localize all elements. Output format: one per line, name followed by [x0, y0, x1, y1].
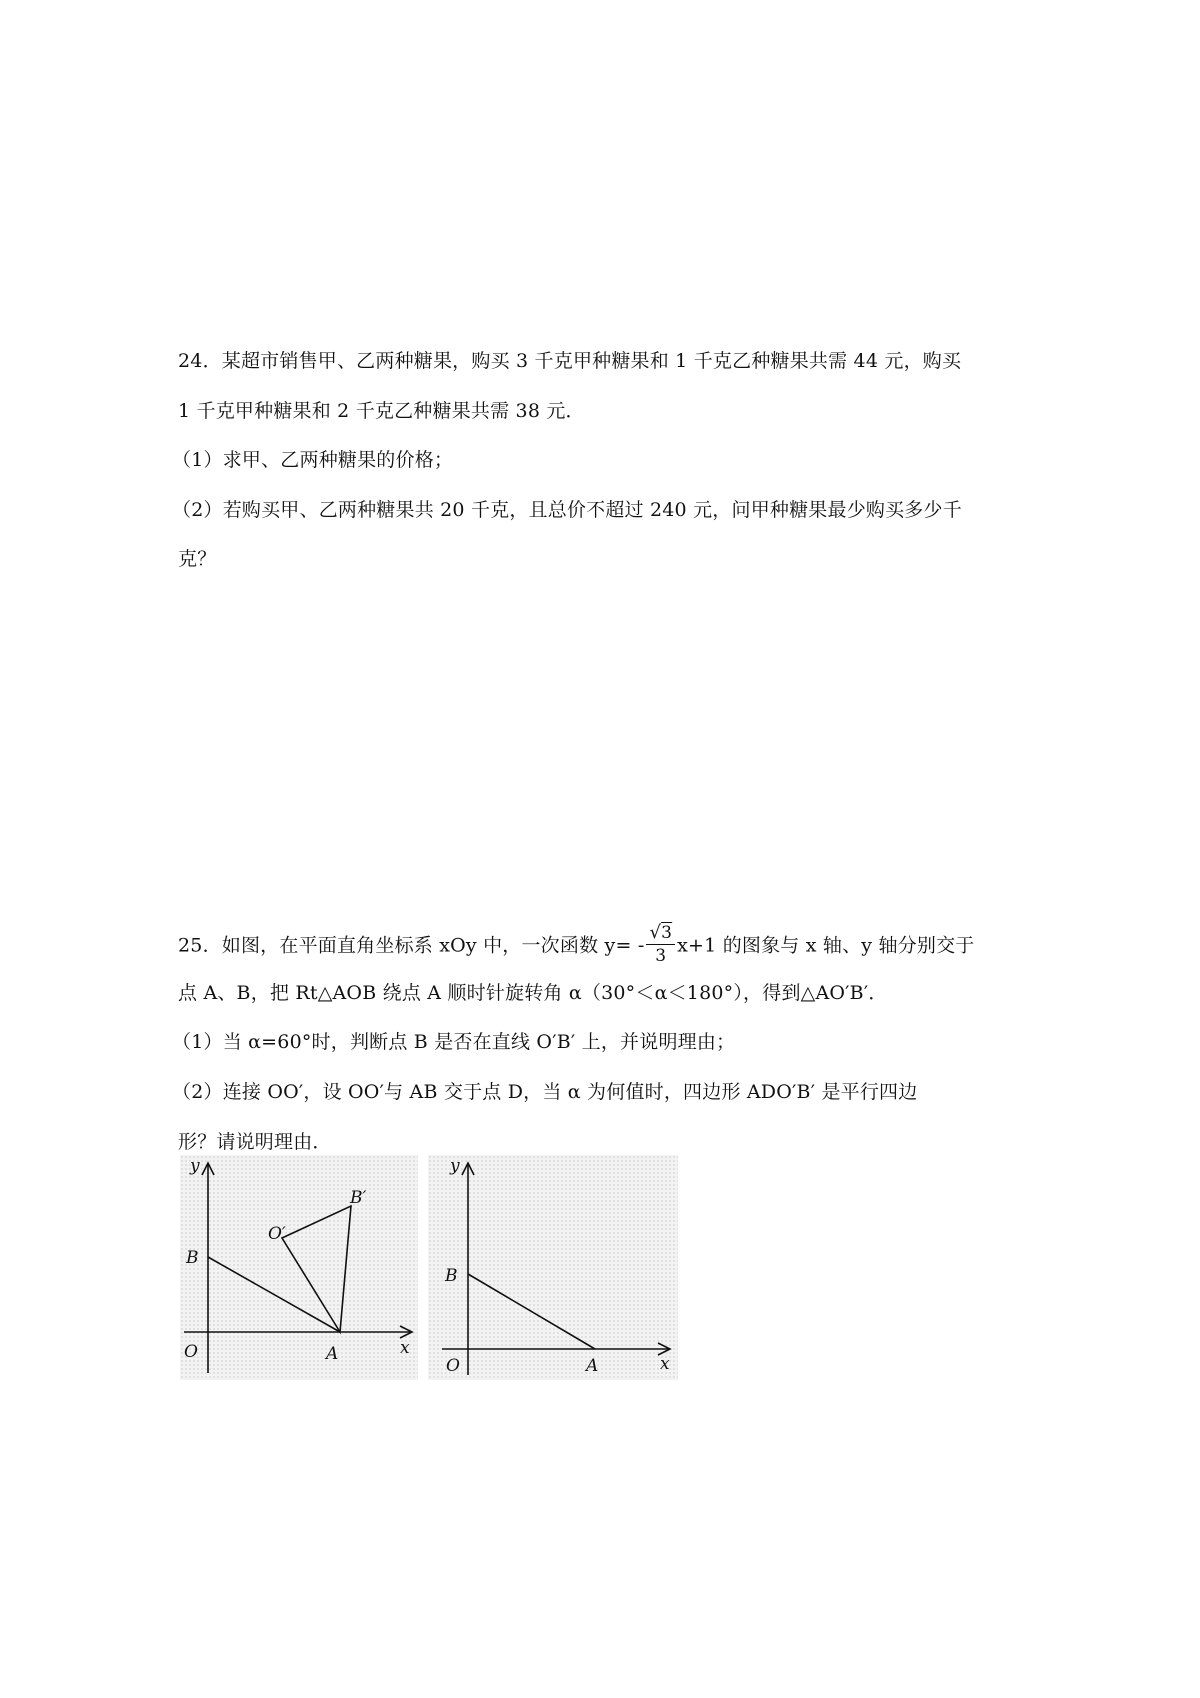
q24-stem-line1: 24．某超市销售甲、乙两种糖果，购买 3 千克甲种糖果和 1 千克乙种糖果共需 44 元，购买 — [178, 350, 962, 372]
segment-BA — [208, 1257, 340, 1332]
q25-part2-line2: 形？请说明理由． — [178, 1131, 332, 1153]
fraction-denominator: 3 — [655, 946, 667, 966]
fraction-numerator: 3 — [661, 923, 673, 943]
figure-2-svg — [428, 1155, 678, 1380]
q25-part1: （1）当 α=60°时，判断点 B 是否在直线 O′B′ 上，并说明理由； — [172, 1031, 736, 1053]
segment-BA — [468, 1274, 595, 1349]
label-x: x — [660, 1354, 670, 1374]
label-O: O — [184, 1342, 198, 1362]
q24-part1: （1）求甲、乙两种糖果的价格； — [172, 449, 454, 471]
label-B: B — [186, 1248, 199, 1268]
q25-part2-line1: （2）连接 OO′，设 OO′与 AB 交于点 D，当 α 为何值时，四边形 ADO′B′ 是平行四边 — [172, 1081, 918, 1103]
fraction-sqrt3-over-3 — [646, 922, 675, 967]
sqrt-icon: √ — [649, 922, 662, 943]
label-B-prime: B′ — [350, 1188, 367, 1208]
figure-1 — [180, 1155, 418, 1380]
q25-stem-text-after: x+1 的图象与 x 轴、y 轴分别交于 — [677, 934, 975, 957]
triangle-AO'B' — [282, 1206, 351, 1332]
label-y: y — [450, 1156, 460, 1176]
figure-2 — [428, 1155, 678, 1380]
q24-stem-line2: 1 千克甲种糖果和 2 千克乙种糖果共需 38 元． — [178, 400, 585, 422]
figure-1-svg — [180, 1155, 418, 1380]
label-A: A — [326, 1344, 339, 1364]
q25-stem-line2: 点 A、B，把 Rt△AOB 绕点 A 顺时针旋转角 α（30°＜α＜180°），得到△AO′B′． — [178, 982, 888, 1004]
label-y: y — [190, 1156, 200, 1176]
label-O: O — [446, 1356, 460, 1376]
label-A: A — [586, 1356, 599, 1376]
q25-stem-line1 — [178, 924, 974, 969]
q25-stem-text-before: 25．如图，在平面直角坐标系 xOy 中，一次函数 y= - — [178, 934, 645, 957]
label-O-prime: O′ — [268, 1224, 286, 1244]
q24-part2-line1: （2）若购买甲、乙两种糖果共 20 千克，且总价不超过 240 元，问甲种糖果最少购买多少千 — [172, 499, 962, 521]
label-B: B — [445, 1266, 458, 1286]
q24-part2-line2: 克？ — [178, 548, 217, 570]
label-x: x — [400, 1338, 410, 1358]
